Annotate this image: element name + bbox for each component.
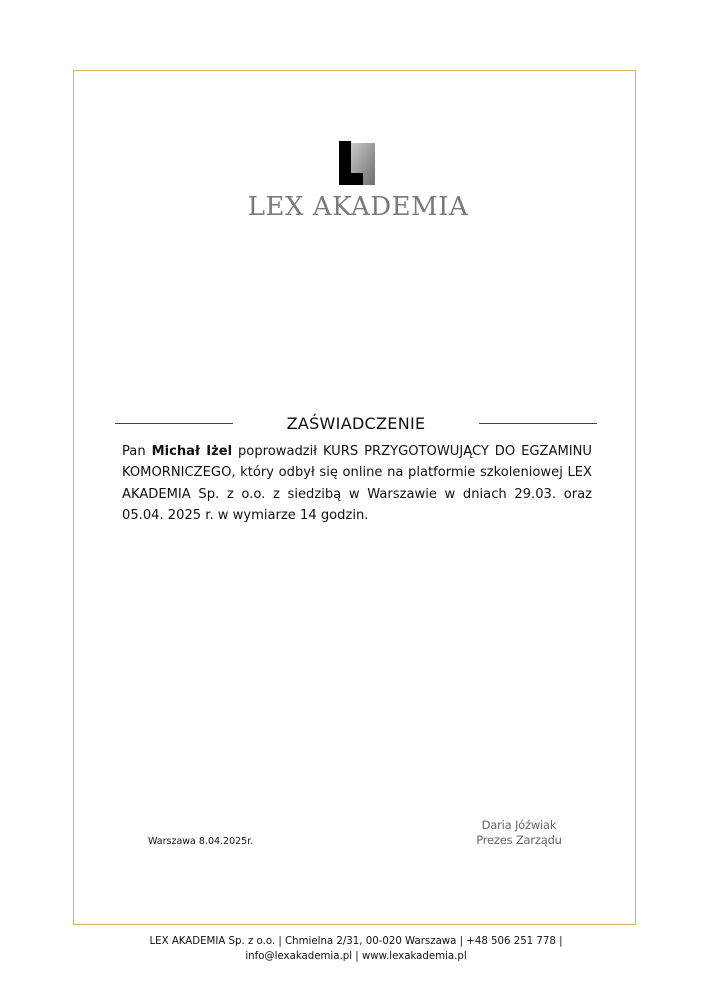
certificate-body	[122, 441, 592, 526]
lex-akademia-logo-icon	[339, 141, 377, 185]
certificate-title: ZAŚWIADCZENIE	[286, 414, 426, 433]
footer-contact: info@lexakademia.pl | www.lexakademia.pl	[245, 951, 467, 962]
body-text: poprowadził KURS PRZYGOTOWUJĄCY DO EGZAMINU KOMORNICZEGO, który odbył się online na platformie szkoleniowej LEX AKADEMIA Sp. z o.o. z siedzibą w Warszawie w dniach 29.03. oraz 05.04. 2025 r. w wymiarze 14 godzin.	[122, 444, 592, 523]
recipient-name: Michał Iżel	[151, 444, 233, 459]
body-intro: Pan	[122, 444, 146, 459]
place-and-date: Warszawa 8.04.2025r.	[148, 836, 254, 847]
title-line-left	[115, 423, 233, 424]
footer-address: LEX AKADEMIA Sp. z o.o. | Chmielna 2/31, 00-020 Warszawa | +48 506 251 778 |	[149, 936, 563, 947]
signatory-name: Daria Jóźwiak	[481, 818, 557, 832]
title-line-right	[479, 423, 597, 424]
logo-wordmark: LEX AKADEMIA	[247, 192, 469, 222]
footer	[0, 934, 712, 964]
signature-block	[460, 818, 578, 848]
signatory-role: Prezes Zarządu	[476, 833, 562, 847]
